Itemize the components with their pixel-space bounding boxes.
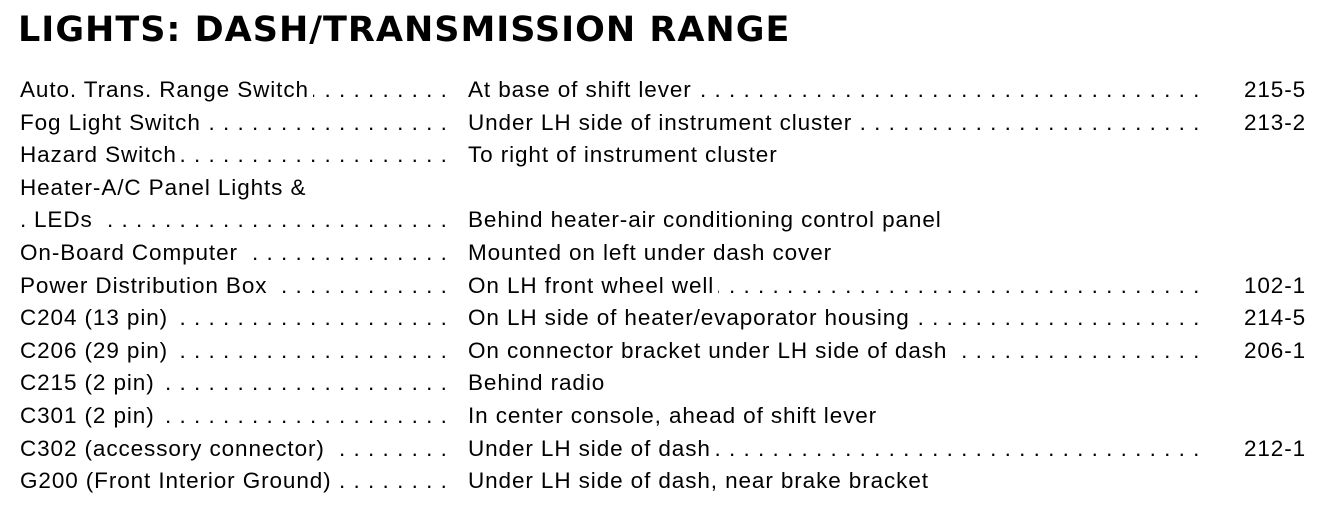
table-row	[20, 74, 1310, 107]
location-text: On LH front wheel well	[468, 273, 718, 298]
component-name-cell	[20, 204, 450, 237]
location-text: Behind radio	[468, 370, 609, 395]
component-name-cell	[20, 433, 450, 466]
component-name-cell	[20, 172, 450, 205]
component-name-cell	[20, 270, 450, 303]
location-cell	[468, 107, 1208, 140]
component-name-cell	[20, 107, 450, 140]
page-ref: 213-2	[1243, 109, 1306, 135]
location-cell	[468, 433, 1208, 466]
component-name: C204 (13 pin)	[20, 305, 172, 330]
table-row	[20, 302, 1310, 335]
table-row	[20, 107, 1310, 140]
location-text: Behind heater-air conditioning control panel	[468, 207, 946, 232]
component-name-cell	[20, 237, 450, 270]
location-cell	[468, 204, 1208, 237]
location-text: On connector bracket under LH side of dash	[468, 338, 951, 363]
location-cell	[468, 139, 1208, 172]
location-text: Under LH side of instrument cluster	[468, 110, 856, 135]
table-row	[20, 204, 1310, 237]
table-row	[20, 465, 1310, 498]
component-name: C302 (accessory connector)	[20, 436, 329, 461]
component-name-cell	[20, 302, 450, 335]
component-name: Hazard Switch	[20, 142, 181, 167]
page-ref: 102-1	[1243, 272, 1306, 298]
location-cell	[468, 302, 1208, 335]
page-ref: 206-1	[1243, 337, 1306, 363]
table-row	[20, 367, 1310, 400]
location-cell	[468, 172, 1208, 205]
component-name-cell	[20, 400, 450, 433]
component-name: LEDs	[34, 207, 97, 232]
component-name: On-Board Computer	[20, 240, 242, 265]
table-row	[20, 139, 1310, 172]
location-text: On LH side of heater/evaporator housing	[468, 305, 914, 330]
component-name-cell	[20, 465, 450, 498]
component-name: Auto. Trans. Range Switch	[20, 77, 313, 102]
component-name: Fog Light Switch	[20, 110, 205, 135]
component-name-cell	[20, 74, 450, 107]
location-cell	[468, 400, 1208, 433]
table-row	[20, 172, 1310, 205]
location-text: Under LH side of dash	[468, 436, 715, 461]
location-text: To right of instrument cluster	[468, 142, 782, 167]
component-name: Power Distribution Box	[20, 273, 271, 298]
component-name-cell	[20, 335, 450, 368]
page-ref: 212-1	[1243, 435, 1306, 461]
location-cell	[468, 237, 1208, 270]
location-text: Mounted on left under dash cover	[468, 240, 836, 265]
table-row	[20, 335, 1310, 368]
table-row	[20, 270, 1310, 303]
location-text: Under LH side of dash, near brake bracket	[468, 468, 933, 493]
table-row	[20, 237, 1310, 270]
location-cell	[468, 270, 1208, 303]
page-ref: 215-5	[1243, 77, 1306, 102]
table-row	[20, 433, 1310, 466]
component-name: C215 (2 pin)	[20, 370, 159, 395]
location-cell	[468, 367, 1208, 400]
component-name-cell	[20, 139, 450, 172]
table-row	[20, 400, 1310, 433]
component-name: C206 (29 pin)	[20, 338, 172, 363]
location-text: At base of shift lever	[468, 77, 696, 102]
page-ref: 214-5	[1243, 305, 1306, 331]
location-text	[468, 175, 472, 200]
page-title: LIGHTS: DASH/TRANSMISSION RANGE	[18, 10, 791, 50]
component-name: G200 (Front Interior Ground)	[20, 468, 336, 493]
component-name-cell	[20, 367, 450, 400]
location-cell	[468, 74, 1208, 107]
component-location-table	[20, 74, 1310, 498]
component-name: Heater-A/C Panel Lights &	[20, 175, 310, 200]
location-text: In center console, ahead of shift lever	[468, 403, 881, 428]
location-cell	[468, 335, 1208, 368]
location-cell	[468, 465, 1208, 498]
component-name: C301 (2 pin)	[20, 403, 159, 428]
